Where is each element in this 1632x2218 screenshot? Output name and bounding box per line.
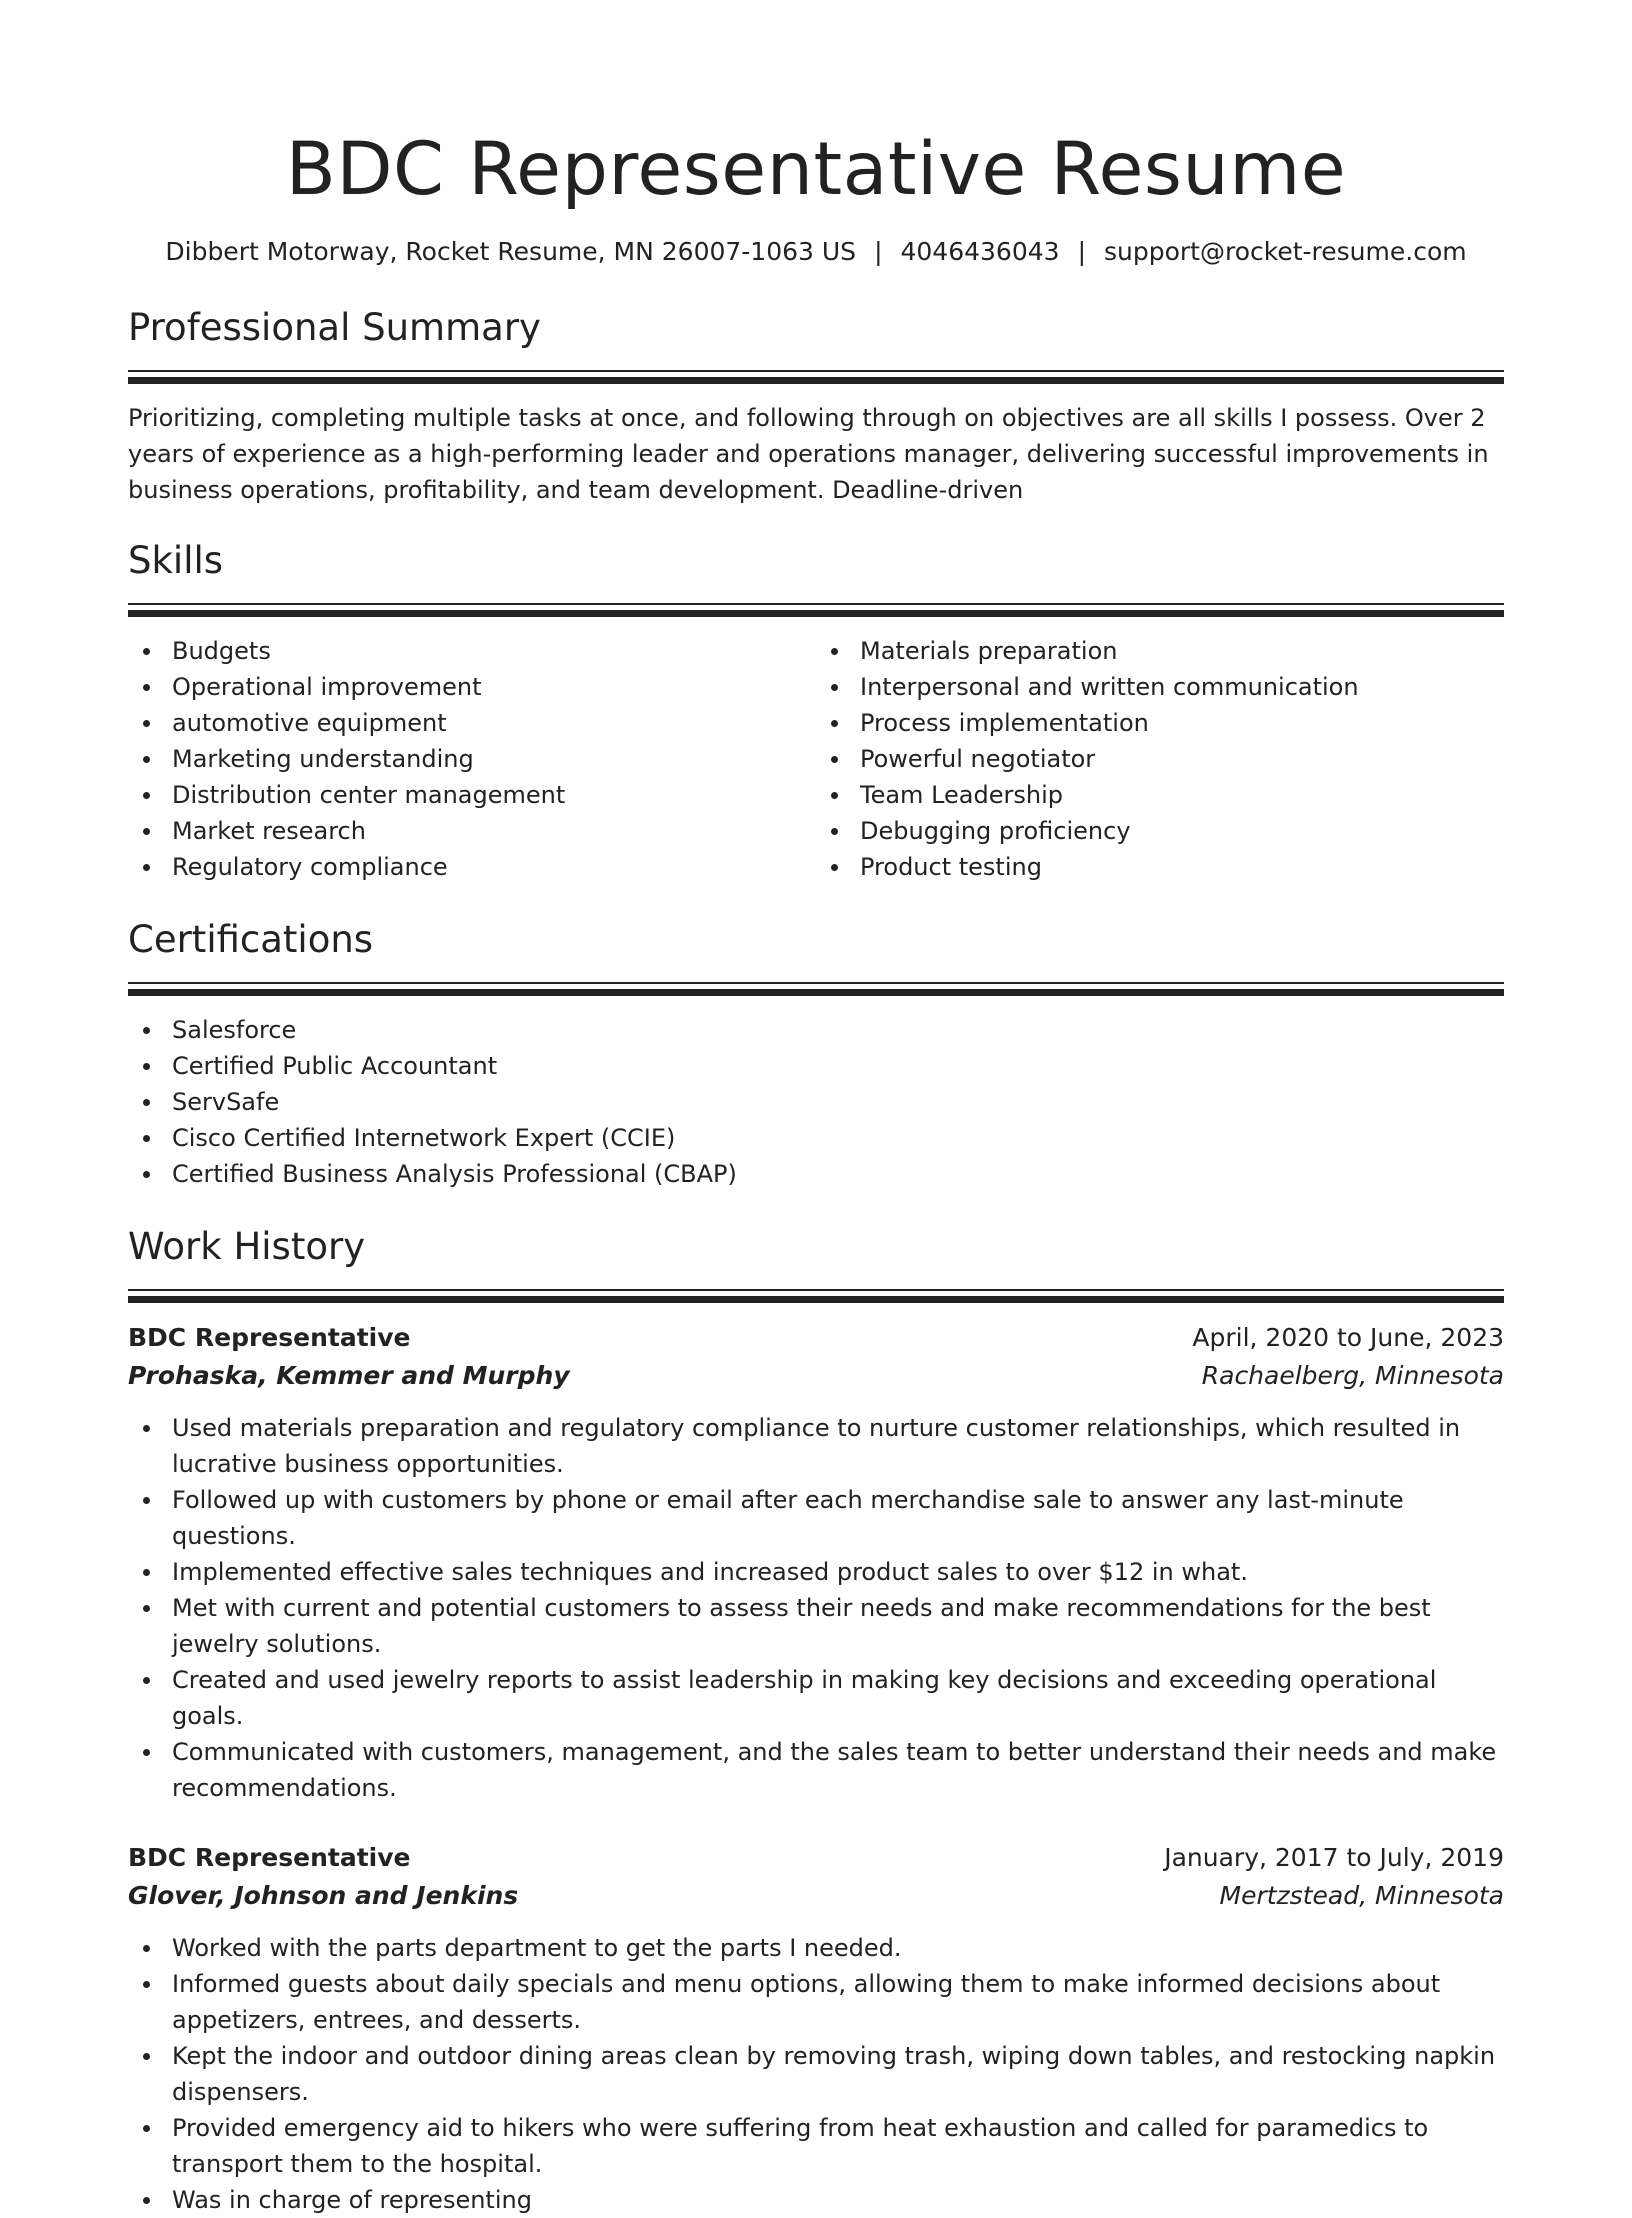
- job-entry: [128, 1319, 1504, 1806]
- skill-item: Budgets: [128, 633, 816, 669]
- contact-separator: |: [874, 237, 883, 266]
- certifications-section: [128, 916, 1504, 1192]
- job-bullet: Provided emergency aid to hikers who were suffering from heat exhaustion and called for paramedics to transport them to the hospital.: [128, 2110, 1504, 2182]
- section-heading-certifications: Certifications: [128, 918, 374, 961]
- job-entry: [128, 1839, 1504, 2218]
- section-heading-skills: Skills: [128, 539, 224, 582]
- job-bullet: Implemented effective sales techniques and increased product sales to over $12 in what.: [128, 1554, 1504, 1590]
- skill-item: Marketing understanding: [128, 741, 816, 777]
- skills-section: [128, 537, 1504, 885]
- summary-section: [128, 304, 1504, 508]
- section-divider: [128, 370, 1504, 384]
- certifications-list: [128, 1012, 1504, 1192]
- job-location: Mertzstead, Minnesota: [1219, 1881, 1504, 1910]
- section-divider: [128, 603, 1504, 617]
- skill-item: Regulatory compliance: [128, 849, 816, 885]
- job-company: Prohaska, Kemmer and Murphy: [128, 1361, 570, 1390]
- job-header: [128, 1319, 1504, 1357]
- certification-item: Salesforce: [128, 1012, 1504, 1048]
- job-bullet: Created and used jewelry reports to assist leadership in making key decisions and exceeding operational goals.: [128, 1662, 1504, 1734]
- job-dates: January, 2017 to July, 2019: [1164, 1843, 1504, 1872]
- skill-item: Distribution center management: [128, 777, 816, 813]
- section-heading-summary: Professional Summary: [128, 306, 541, 349]
- skill-item: Product testing: [816, 849, 1504, 885]
- skill-item: Market research: [128, 813, 816, 849]
- job-bullet: Met with current and potential customers to assess their needs and make recommendations for the best jewelry solutions.: [128, 1590, 1504, 1662]
- job-location: Rachaelberg, Minnesota: [1201, 1361, 1504, 1390]
- job-bullet: Worked with the parts department to get the parts I needed.: [128, 1930, 1504, 1966]
- summary-text: Prioritizing, completing multiple tasks at once, and following through on objectives are all skills I possess. Over 2 years of experience as a high-performing leader and operations manager, delivering successful improvements in business operations, profitability, and team development. Deadline-driven: [128, 404, 1489, 504]
- skill-item: Process implementation: [816, 705, 1504, 741]
- job-header: [128, 1839, 1504, 1877]
- contact-phone: 4046436043: [900, 237, 1060, 266]
- section-divider: [128, 1289, 1504, 1303]
- skills-list-left: [128, 633, 816, 885]
- job-subheader: [128, 1357, 1504, 1395]
- certification-item: ServSafe: [128, 1084, 1504, 1120]
- job-bullet: Informed guests about daily specials and menu options, allowing them to make informed decisions about appetizers, entrees, and desserts.: [128, 1966, 1504, 2038]
- job-bullet: Was in charge of representing: [128, 2182, 1504, 2218]
- job-bullets: [128, 1410, 1504, 1806]
- certification-item: Cisco Certified Internetwork Expert (CCIE): [128, 1120, 1504, 1156]
- job-dates: April, 2020 to June, 2023: [1192, 1323, 1504, 1352]
- job-company: Glover, Johnson and Jenkins: [128, 1881, 519, 1910]
- page-title: BDC Representative Resume: [285, 127, 1347, 212]
- job-title: BDC Representative: [128, 1323, 411, 1352]
- skill-item: Materials preparation: [816, 633, 1504, 669]
- skill-item: Team Leadership: [816, 777, 1504, 813]
- job-bullet: Followed up with customers by phone or email after each merchandise sale to answer any last-minute questions.: [128, 1482, 1504, 1554]
- job-subheader: [128, 1877, 1504, 1915]
- skill-item: Debugging proficiency: [816, 813, 1504, 849]
- job-bullet: Communicated with customers, management, and the sales team to better understand their needs and make recommendations.: [128, 1734, 1504, 1806]
- job-bullet: Kept the indoor and outdoor dining areas clean by removing trash, wiping down tables, and restocking napkin dispensers.: [128, 2038, 1504, 2110]
- contact-line: [128, 235, 1504, 269]
- section-heading-work-history: Work History: [128, 1225, 366, 1268]
- contact-separator: |: [1077, 237, 1086, 266]
- job-bullets: [128, 1930, 1504, 2218]
- section-divider: [128, 982, 1504, 996]
- work-history-section: [128, 1223, 1504, 2218]
- certification-item: Certified Business Analysis Professional (CBAP): [128, 1156, 1504, 1192]
- skills-list-right: [816, 633, 1504, 885]
- contact-address: Dibbert Motorway, Rocket Resume, MN 26007-1063 US: [165, 237, 857, 266]
- job-title: BDC Representative: [128, 1843, 411, 1872]
- skill-item: Powerful negotiator: [816, 741, 1504, 777]
- skills-columns: [128, 633, 1504, 885]
- job-bullet: Used materials preparation and regulatory compliance to nurture customer relationships, which resulted in lucrative business opportunities.: [128, 1410, 1504, 1482]
- skill-item: automotive equipment: [128, 705, 816, 741]
- skill-item: Interpersonal and written communication: [816, 669, 1504, 705]
- skill-item: Operational improvement: [128, 669, 816, 705]
- contact-email: support@rocket-resume.com: [1104, 237, 1467, 266]
- certification-item: Certified Public Accountant: [128, 1048, 1504, 1084]
